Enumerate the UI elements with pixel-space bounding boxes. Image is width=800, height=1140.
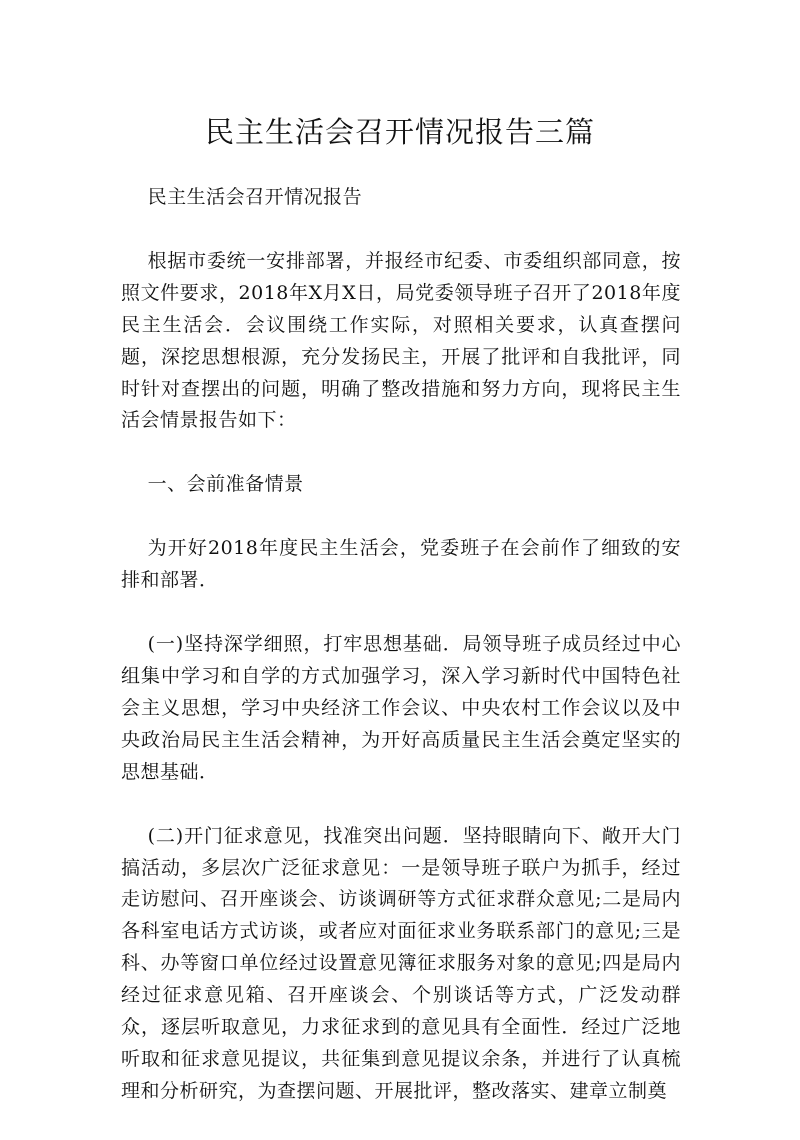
paragraph-study: (一)坚持深学细照，打牢思想基础．局领导班子成员经过中心组集中学习和自学的方式加强学习，深入学习新时代中国特色社会主义思想，学习中央经济工作会议、中央农村工作会议以及中央政治局民主生活会精神，为开好高质量民主生活会奠定坚实的思想基础．	[121, 633, 681, 783]
paragraph-preparation: 为开好2018年度民主生活会，党委班子在会前作了细致的安排和部署．	[121, 537, 681, 592]
section-heading-preparation: 一、会前准备情景	[147, 473, 304, 496]
document-title: 民主生活会召开情况报告三篇	[204, 115, 595, 149]
document-body	[121, 182, 681, 1140]
paragraph-opinions: (二)开门征求意见，找准突出问题．坚持眼睛向下、敞开大门搞活动，多层次广泛征求意见：一是领导班子联户为抓手，经过走访慰问、召开座谈会、访谈调研等方式征求群众意见;二是局内各科室电话方式访谈，或者应对面征求业务联系部门的意见;三是科、办等窗口单位经过设置意见簿征求服务对象的意见;四是局内经过征求意见箱、召开座谈会、个别谈话等方式，广泛发动群众，逐层听取意见，力求征求到的意见具有全面性．经过广泛地听取和征求意见提议，共征集到意见提议余条，并进行了认真梳理和分析研究，为查摆问题、开展批评，整改落实、建章立制奠	[121, 824, 681, 1102]
document-subtitle: 民主生活会召开情况报告	[147, 186, 363, 208]
paragraph-intro: 根据市委统一安排部署，并报经市纪委、市委组织部同意，按照文件要求，2018年X月X日，局党委领导班子召开了2018年度民主生活会．会议围绕工作实际，对照相关要求，认真查摆问题，深挖思想根源，充分发扬民主，开展了批评和自我批评，同时针对查摆出的问题，明确了整改措施和努力方向，现将民主生活会情景报告如下：	[121, 249, 681, 432]
